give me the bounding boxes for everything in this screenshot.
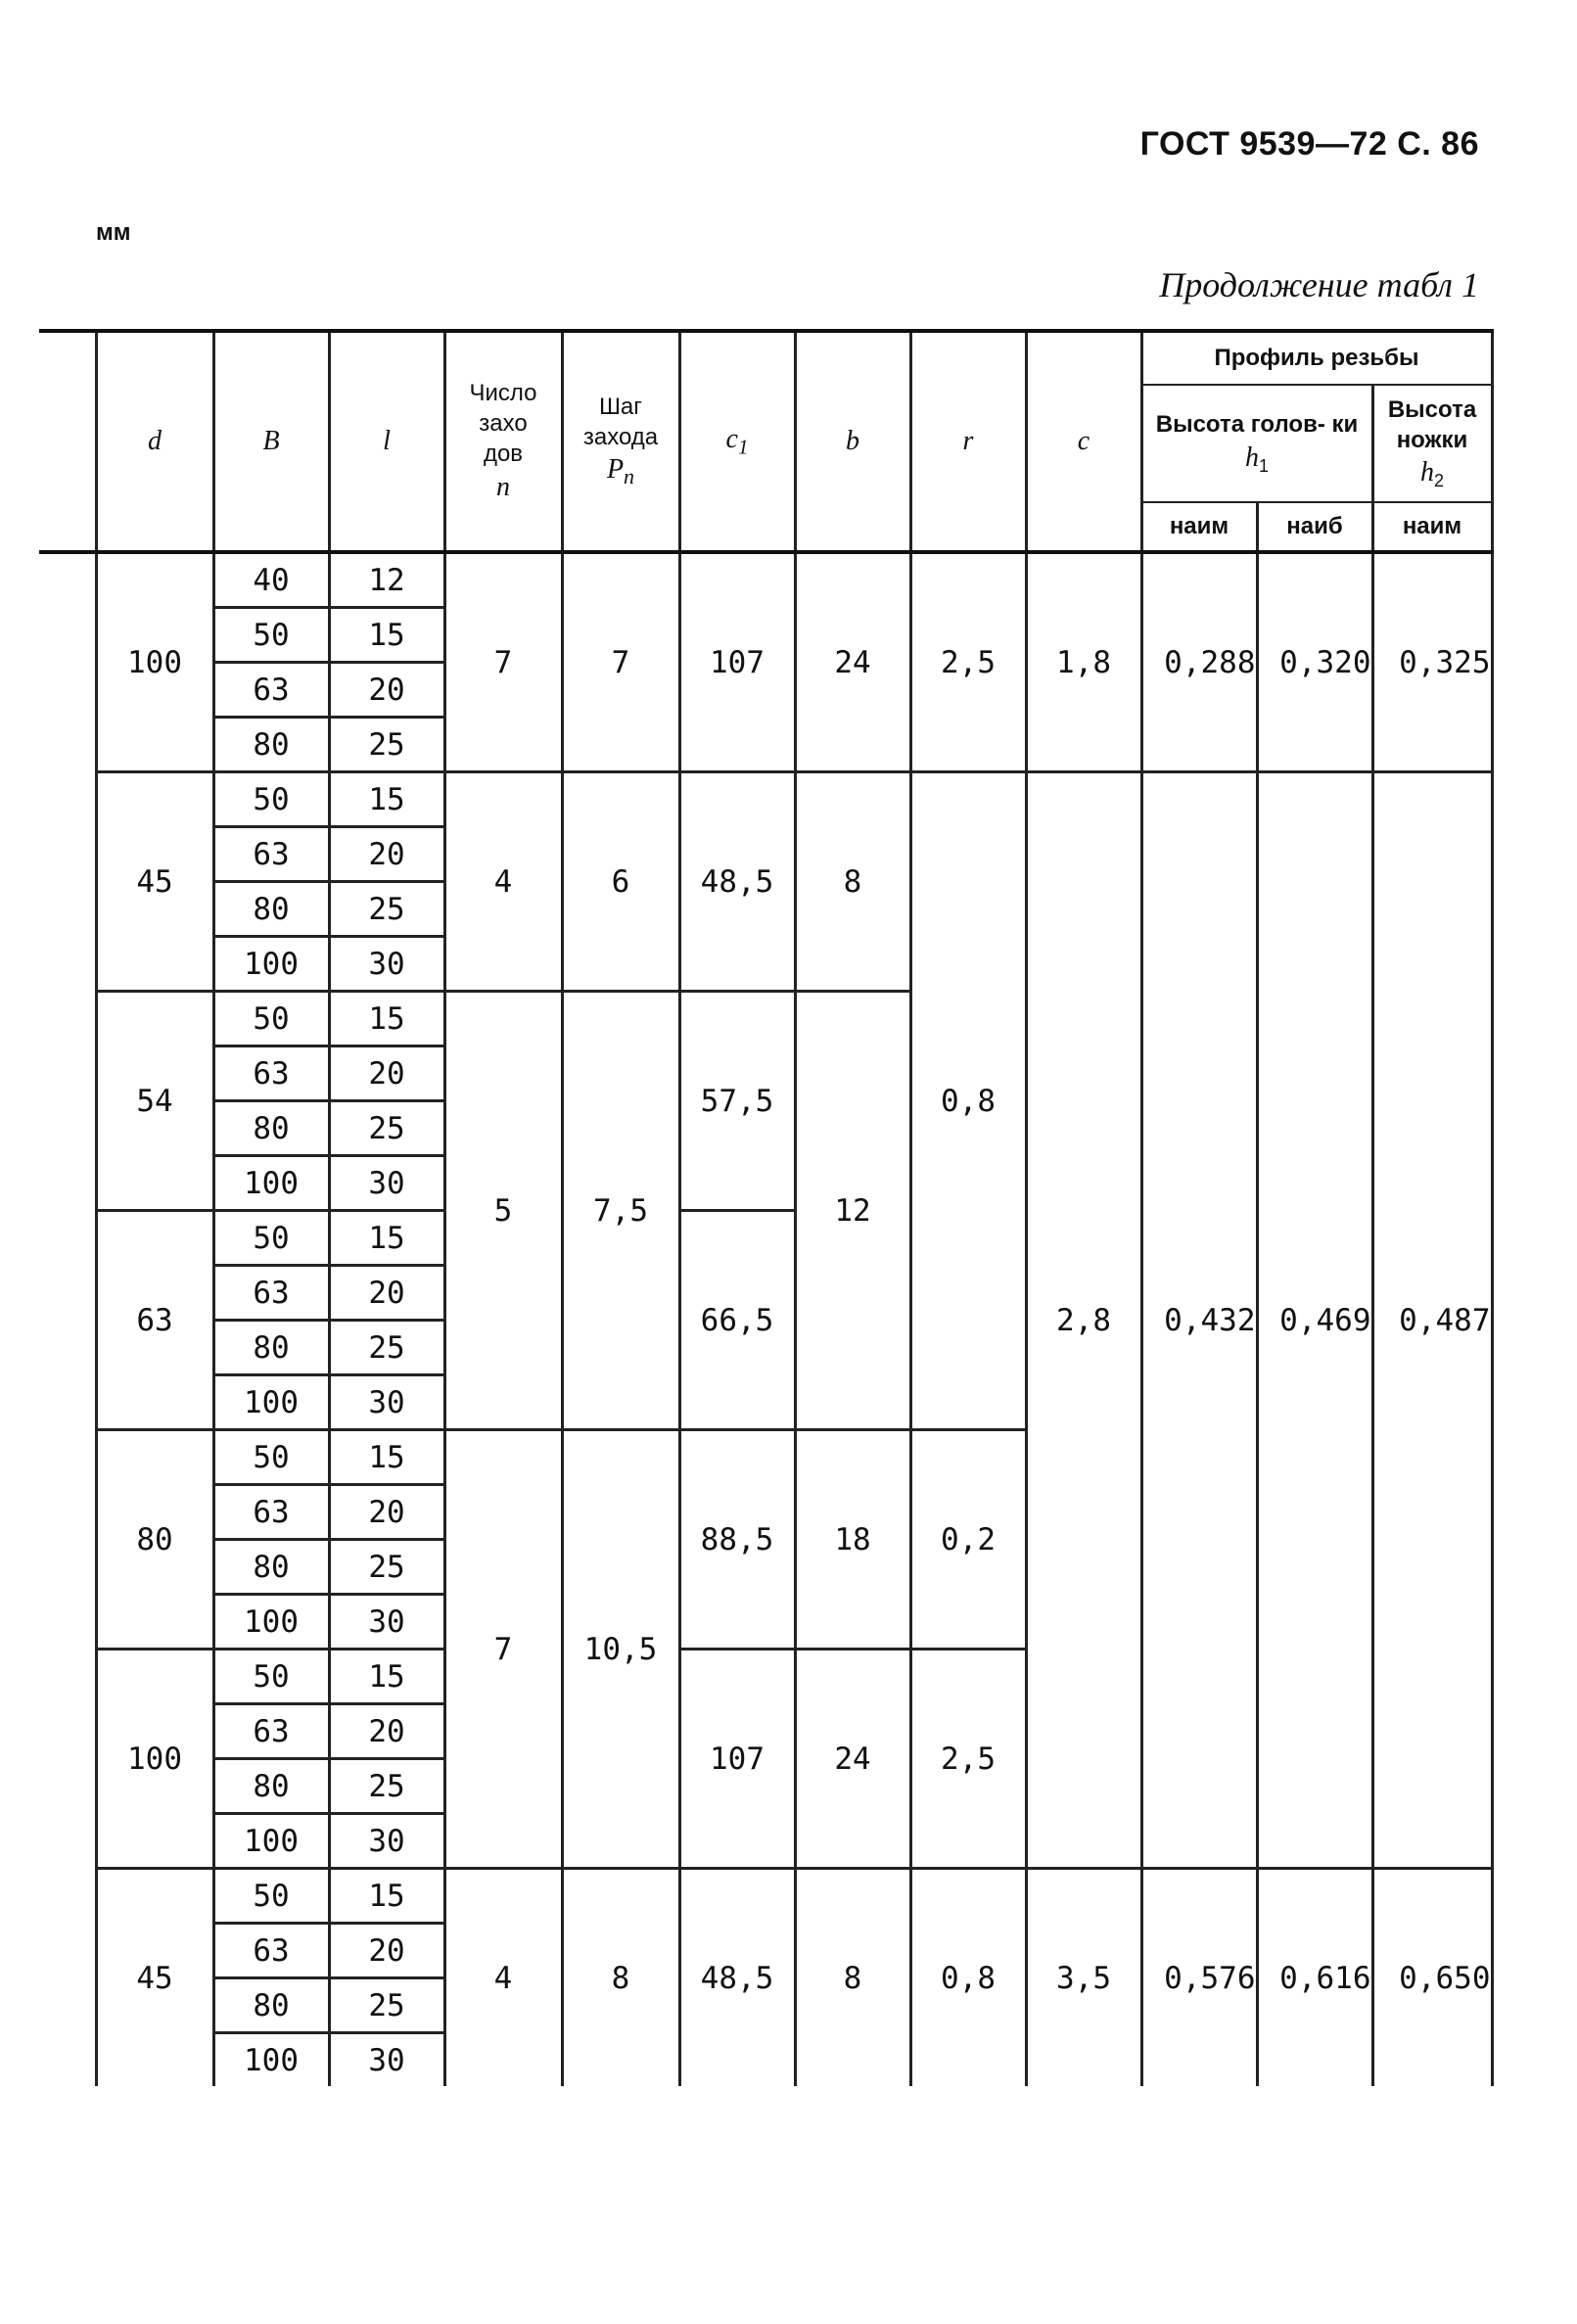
- row-gutter: [39, 718, 96, 772]
- cell-B: 50: [213, 1211, 329, 1266]
- cell-r: 0,2: [910, 1430, 1026, 1650]
- row-gutter: [39, 1540, 96, 1595]
- cell-l: 15: [329, 608, 444, 663]
- cell-l: 20: [329, 1485, 444, 1540]
- cell-starts: 4: [444, 772, 562, 992]
- lead-symbol: P: [606, 454, 625, 486]
- table-row: [39, 1869, 1492, 1924]
- cell-h1-max: 0,616: [1257, 1869, 1372, 2087]
- col-header-profile: Профиль резьбы: [1141, 331, 1492, 385]
- cell-B: 50: [213, 1430, 329, 1485]
- cell-lead: 7: [562, 552, 679, 772]
- cell-B: 80: [213, 1321, 329, 1375]
- cell-starts: 7: [444, 552, 562, 772]
- cell-l: 25: [329, 718, 444, 772]
- row-gutter: [39, 1814, 96, 1869]
- cell-c1: 57,5: [679, 992, 795, 1211]
- col-header-r: r: [910, 331, 1026, 552]
- cell-l: 12: [329, 552, 444, 608]
- row-gutter: [39, 772, 96, 827]
- cell-B: 50: [213, 1650, 329, 1704]
- cell-b: 24: [795, 552, 910, 772]
- cell-l: 20: [329, 1704, 444, 1759]
- cell-d: 100: [96, 1650, 213, 1869]
- cell-B: 100: [213, 2033, 329, 2087]
- addendum-symbol: h: [1244, 442, 1259, 473]
- cell-c1: 66,5: [679, 1211, 795, 1430]
- row-gutter: [39, 1211, 96, 1266]
- row-gutter: [39, 827, 96, 882]
- col-header-B: B: [213, 331, 329, 552]
- cell-l: 15: [329, 1650, 444, 1704]
- cell-l: 15: [329, 1211, 444, 1266]
- cell-l: 25: [329, 882, 444, 937]
- cell-B: 100: [213, 1814, 329, 1869]
- cell-B: 50: [213, 1869, 329, 1924]
- col-header-h2-min: наим: [1372, 502, 1492, 552]
- cell-B: 63: [213, 1924, 329, 1978]
- cell-B: 63: [213, 1046, 329, 1101]
- col-header-c: c: [1026, 331, 1141, 552]
- row-gutter: [39, 663, 96, 718]
- spec-table-body: [39, 552, 1492, 2086]
- cell-B: 63: [213, 1485, 329, 1540]
- cell-l: 25: [329, 1759, 444, 1814]
- cell-r: 2,5: [910, 1650, 1026, 1869]
- row-gutter: [39, 992, 96, 1046]
- cell-l: 20: [329, 1266, 444, 1321]
- cell-r: 0,8: [910, 1869, 1026, 2087]
- cell-lead: 7,5: [562, 992, 679, 1430]
- row-gutter: [39, 1375, 96, 1430]
- col-header-addendum: [1141, 385, 1372, 502]
- row-gutter: [39, 1595, 96, 1650]
- addendum-sub: 1: [1258, 455, 1269, 476]
- cell-c1: 48,5: [679, 1869, 795, 2087]
- col-header-b: b: [795, 331, 910, 552]
- row-gutter: [39, 1156, 96, 1211]
- cell-B: 80: [213, 1759, 329, 1814]
- cell-b: 18: [795, 1430, 910, 1650]
- cell-b: 24: [795, 1650, 910, 1869]
- cell-c1: 88,5: [679, 1430, 795, 1650]
- dedendum-label: Высота ножки: [1387, 395, 1477, 453]
- lead-symbol-sub: n: [624, 464, 635, 489]
- row-gutter: [39, 1759, 96, 1814]
- cell-l: 15: [329, 992, 444, 1046]
- cell-starts: 5: [444, 992, 562, 1430]
- col-header-c1: [679, 331, 795, 552]
- cell-c1: 48,5: [679, 772, 795, 992]
- page-header: ГОСТ 9539—72 С. 86: [1139, 125, 1479, 163]
- cell-l: 25: [329, 1321, 444, 1375]
- cell-B: 63: [213, 1266, 329, 1321]
- cell-B: 100: [213, 937, 329, 992]
- cell-lead: 8: [562, 1869, 679, 2087]
- cell-l: 25: [329, 1101, 444, 1156]
- cell-l: 20: [329, 663, 444, 718]
- cell-l: 15: [329, 772, 444, 827]
- cell-B: 63: [213, 1704, 329, 1759]
- lead-label: Шаг захода: [582, 394, 659, 451]
- cell-h2-min: 0,325: [1372, 552, 1492, 772]
- cell-h2-min: 0,650: [1372, 1869, 1492, 2087]
- cell-B: 50: [213, 608, 329, 663]
- col-header-h1-max: наиб: [1257, 502, 1372, 552]
- cell-l: 30: [329, 1156, 444, 1211]
- row-gutter: [39, 2033, 96, 2087]
- cell-b: 8: [795, 1869, 910, 2087]
- row-gutter: [39, 552, 96, 608]
- cell-l: 30: [329, 1814, 444, 1869]
- col-header-lead: [562, 331, 679, 552]
- cell-h2-min: 0,487: [1372, 772, 1492, 1869]
- cell-l: 20: [329, 827, 444, 882]
- cell-l: 30: [329, 1375, 444, 1430]
- cell-B: 80: [213, 1101, 329, 1156]
- row-gutter: [39, 1978, 96, 2033]
- cell-B: 50: [213, 992, 329, 1046]
- cell-l: 30: [329, 2033, 444, 2087]
- row-gutter: [39, 1924, 96, 1978]
- c1-sub: 1: [737, 435, 749, 459]
- cell-h1-max: 0,469: [1257, 772, 1372, 1869]
- c1-symbol: c: [725, 424, 738, 455]
- cell-d: 45: [96, 1869, 213, 2087]
- col-header-h1-min: наим: [1141, 502, 1257, 552]
- table-row: [39, 552, 1492, 608]
- row-gutter: [39, 331, 96, 552]
- col-header-starts: [444, 331, 562, 552]
- cell-l: 25: [329, 1978, 444, 2033]
- row-gutter: [39, 1266, 96, 1321]
- cell-lead: 10,5: [562, 1430, 679, 1869]
- row-gutter: [39, 1485, 96, 1540]
- row-gutter: [39, 1046, 96, 1101]
- row-gutter: [39, 1430, 96, 1485]
- cell-B: 80: [213, 882, 329, 937]
- cell-starts: 7: [444, 1430, 562, 1869]
- addendum-label: Высота голов- ки: [1155, 411, 1359, 439]
- cell-h1-min: 0,576: [1141, 1869, 1257, 2087]
- starts-label: Число захо дов: [469, 380, 537, 468]
- row-gutter: [39, 608, 96, 663]
- cell-lead: 6: [562, 772, 679, 992]
- cell-B: 63: [213, 827, 329, 882]
- cell-d: 45: [96, 772, 213, 992]
- row-gutter: [39, 1704, 96, 1759]
- cell-d: 63: [96, 1211, 213, 1430]
- cell-r: 0,8: [910, 772, 1026, 1430]
- cell-d: 80: [96, 1430, 213, 1650]
- row-gutter: [39, 1869, 96, 1924]
- cell-l: 20: [329, 1924, 444, 1978]
- cell-B: 80: [213, 1978, 329, 2033]
- cell-r: 2,5: [910, 552, 1026, 772]
- cell-c: 1,8: [1026, 552, 1141, 772]
- starts-symbol: n: [496, 471, 510, 502]
- cell-l: 15: [329, 1430, 444, 1485]
- col-header-dedendum: [1372, 385, 1492, 502]
- dedendum-sub: 2: [1433, 470, 1444, 490]
- cell-starts: 4: [444, 1869, 562, 2087]
- col-header-l: l: [329, 331, 444, 552]
- cell-l: 15: [329, 1869, 444, 1924]
- cell-B: 80: [213, 718, 329, 772]
- row-gutter: [39, 882, 96, 937]
- cell-B: 50: [213, 772, 329, 827]
- cell-h1-min: 0,288: [1141, 552, 1257, 772]
- cell-l: 20: [329, 1046, 444, 1101]
- cell-d: 54: [96, 992, 213, 1211]
- cell-c1: 107: [679, 552, 795, 772]
- table-row: [39, 772, 1492, 827]
- cell-l: 25: [329, 1540, 444, 1595]
- row-gutter: [39, 1650, 96, 1704]
- cell-l: 30: [329, 1595, 444, 1650]
- cell-B: 40: [213, 552, 329, 608]
- row-gutter: [39, 937, 96, 992]
- cell-B: 63: [213, 663, 329, 718]
- cell-b: 12: [795, 992, 910, 1430]
- cell-c: 3,5: [1026, 1869, 1141, 2087]
- cell-d: 100: [96, 552, 213, 772]
- table-continuation-caption: Продолжение табл 1: [1159, 265, 1479, 304]
- cell-B: 100: [213, 1595, 329, 1650]
- unit-label: мм: [96, 219, 131, 246]
- spec-table: [39, 329, 1494, 2086]
- cell-B: 100: [213, 1156, 329, 1211]
- cell-c: 2,8: [1026, 772, 1141, 1869]
- cell-c1: 107: [679, 1650, 795, 1869]
- cell-B: 80: [213, 1540, 329, 1595]
- cell-h1-max: 0,320: [1257, 552, 1372, 772]
- col-header-d: d: [96, 331, 213, 552]
- cell-l: 30: [329, 937, 444, 992]
- cell-b: 8: [795, 772, 910, 992]
- cell-h1-min: 0,432: [1141, 772, 1257, 1869]
- row-gutter: [39, 1101, 96, 1156]
- cell-B: 100: [213, 1375, 329, 1430]
- row-gutter: [39, 1321, 96, 1375]
- dedendum-symbol: h: [1419, 457, 1434, 488]
